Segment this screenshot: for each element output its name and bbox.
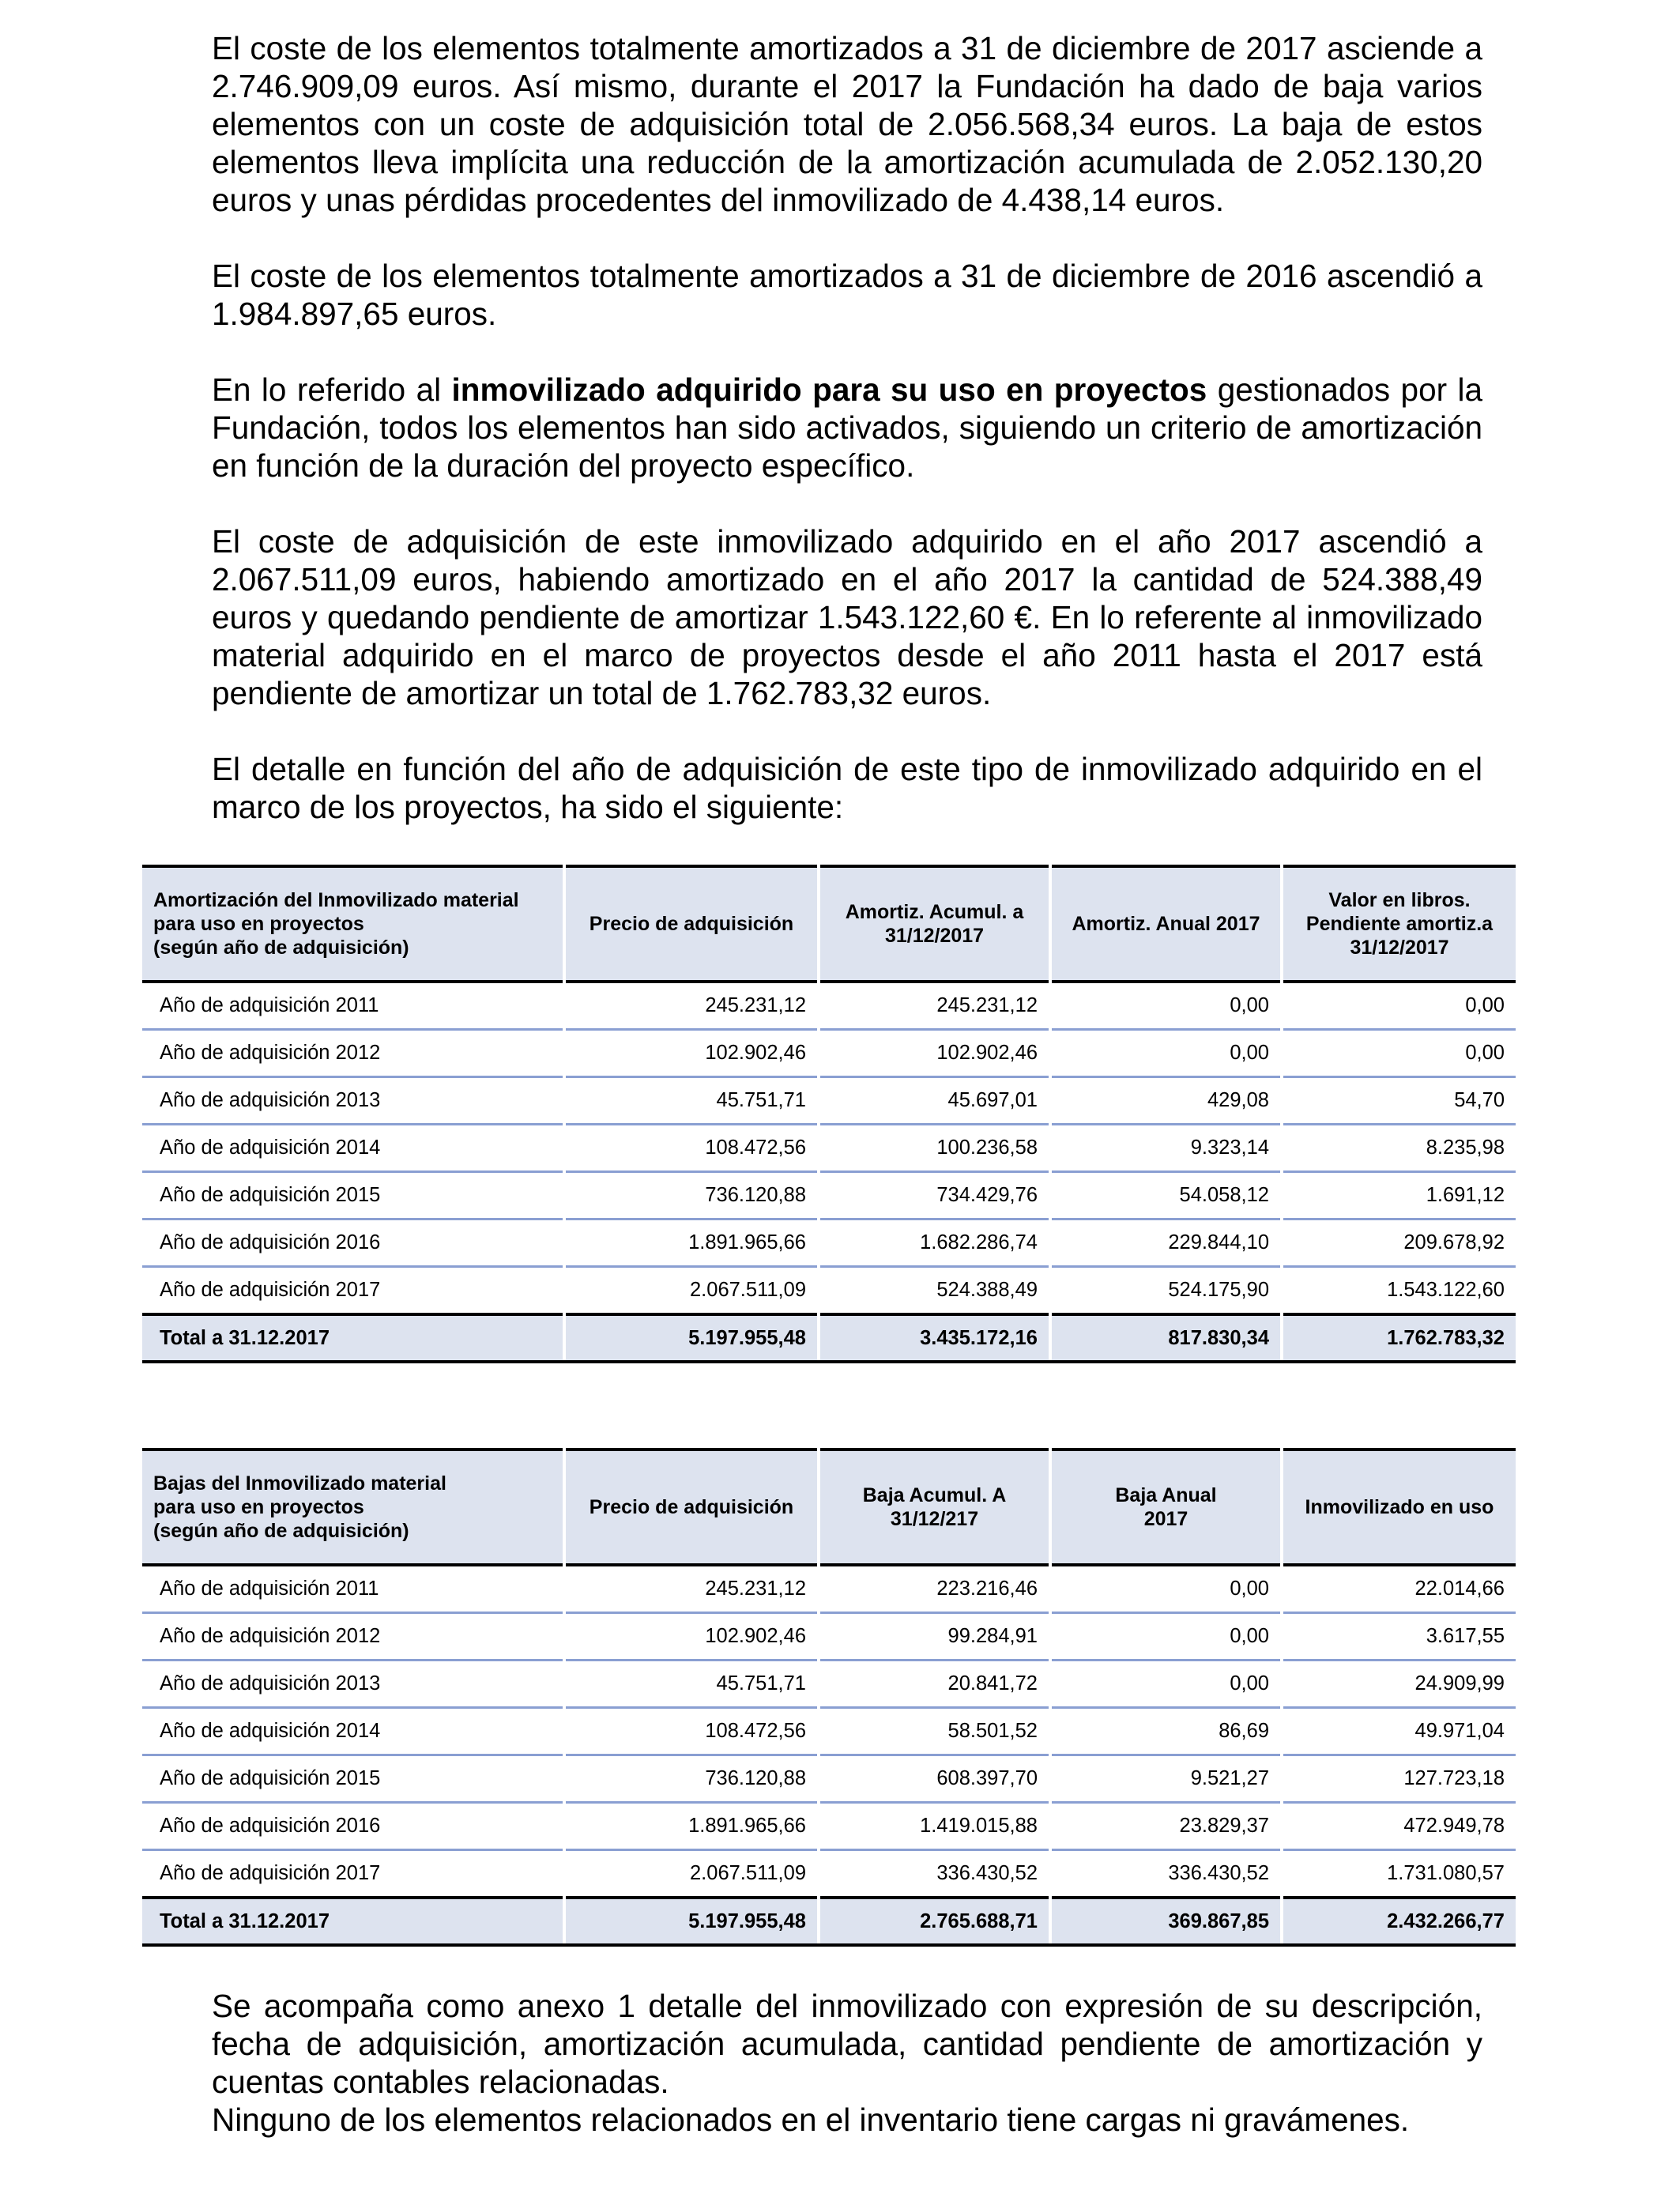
paragraph-acquisition-cost-2017: El coste de adquisición de este inmovilizado adquirido en el año 2017 ascendió a 2.067.511,09 euros, habiendo amortizado en el año 2017 la cantidad de 524.388,49 euros y quedando pendiente de amortizar 1.543.122,60 €. En lo referente al inmovilizado material adquirido en el marco de proyectos desde el año 2011 hasta el 2017 está pendiente de amortizar un total de 1.762.783,32 euros. (212, 523, 1482, 711)
row-label: Año de adquisición 2012 (142, 1030, 564, 1077)
table-cell: 2.067.511,09 (564, 1850, 819, 1898)
table-cell: 1.691,12 (1282, 1172, 1516, 1220)
total-cell: 2.765.688,71 (819, 1898, 1050, 1945)
column-header (1050, 866, 1282, 982)
column-header (142, 866, 564, 982)
table-cell: 2.067.511,09 (564, 1267, 819, 1315)
column-header-line: Amortiz. Anual 2017 (1072, 913, 1260, 935)
disposals-table (142, 1448, 1516, 1947)
table-cell: 429,08 (1050, 1077, 1282, 1125)
table-cell: 245.231,12 (564, 1565, 819, 1613)
table-cell: 45.751,71 (564, 1077, 819, 1125)
table-cell: 8.235,98 (1282, 1125, 1516, 1172)
table-cell: 108.472,56 (564, 1708, 819, 1755)
table-cell: 1.891.965,66 (564, 1220, 819, 1267)
row-label: Año de adquisición 2014 (142, 1708, 564, 1755)
table-row (142, 982, 1516, 1030)
table-cell: 9.323,14 (1050, 1125, 1282, 1172)
column-header-line: Precio de adquisición (589, 913, 794, 935)
total-row (142, 1314, 1516, 1362)
total-cell: 5.197.955,48 (564, 1314, 819, 1362)
table-cell: 1.891.965,66 (564, 1803, 819, 1850)
table-cell: 0,00 (1050, 1613, 1282, 1661)
column-header-line: Baja Acumul. A (862, 1484, 1007, 1506)
paragraph-detail-intro: El detalle en función del año de adquisición de este tipo de inmovilizado adquirido en el marco de los proyectos, ha sido el siguiente: (212, 751, 1482, 825)
table-row (142, 1030, 1516, 1077)
column-header (1282, 1449, 1516, 1565)
table-cell: 472.949,78 (1282, 1803, 1516, 1850)
column-header-line: para uso en proyectos (153, 913, 364, 935)
table-header-row (142, 866, 1516, 982)
total-cell: 2.432.266,77 (1282, 1898, 1516, 1945)
table-row (142, 1755, 1516, 1803)
table-header-row (142, 1449, 1516, 1565)
row-label: Año de adquisición 2011 (142, 982, 564, 1030)
table-cell: 1.731.080,57 (1282, 1850, 1516, 1898)
row-label: Año de adquisición 2012 (142, 1613, 564, 1661)
total-label: Total a 31.12.2017 (142, 1314, 564, 1362)
table-row (142, 1708, 1516, 1755)
column-header (1050, 1449, 1282, 1565)
table-cell: 24.909,99 (1282, 1661, 1516, 1708)
column-header (564, 866, 819, 982)
table-cell: 0,00 (1050, 982, 1282, 1030)
column-header-line: Baja Anual (1115, 1484, 1217, 1506)
table-cell: 1.419.015,88 (819, 1803, 1050, 1850)
column-header-line: Amortización del Inmovilizado material (153, 889, 519, 911)
paragraph-project-assets-rest: gestionados por la Fundación, todos los elementos han sido activados, siguiendo un criterio de amortización en función de la duración del proyecto específico. (212, 371, 1483, 484)
table-cell: 54.058,12 (1050, 1172, 1282, 1220)
paragraph-project-assets (212, 371, 1482, 484)
row-label: Año de adquisición 2011 (142, 1565, 564, 1613)
table-cell: 0,00 (1282, 982, 1516, 1030)
row-label: Año de adquisición 2017 (160, 1279, 381, 1301)
table-cell: 336.430,52 (819, 1850, 1050, 1898)
table-cell: 1.682.286,74 (819, 1220, 1050, 1267)
amortization-table (142, 865, 1516, 1363)
table-cell: 102.902,46 (564, 1030, 819, 1077)
table-cell: 524.388,49 (819, 1267, 1050, 1315)
table-cell: 127.723,18 (1282, 1755, 1516, 1803)
table-cell: 0,00 (1050, 1661, 1282, 1708)
paragraph-annex: Se acompaña como anexo 1 detalle del inmovilizado con expresión de su descripción, fecha de adquisición, amortización acumulada, cantidad pendiente de amortización y cuentas contables relacionadas. (212, 1988, 1482, 2100)
table-cell: 736.120,88 (564, 1755, 819, 1803)
table-cell: 245.231,12 (564, 982, 819, 1030)
table-row (142, 1220, 1516, 1267)
table-row (142, 1125, 1516, 1172)
table-cell: 0,00 (1050, 1030, 1282, 1077)
table-cell: 209.678,92 (1282, 1220, 1516, 1267)
table-cell: 9.521,27 (1050, 1755, 1282, 1803)
paragraph-project-assets-bold: inmovilizado adquirido para su uso en proyectos (451, 371, 1207, 408)
column-header (819, 866, 1050, 982)
table-cell: 3.617,55 (1282, 1613, 1516, 1661)
row-label: Año de adquisición 2016 (142, 1803, 564, 1850)
table-cell: 49.971,04 (1282, 1708, 1516, 1755)
total-cell: 1.762.783,32 (1282, 1314, 1516, 1362)
table-cell: 86,69 (1050, 1708, 1282, 1755)
total-cell: 817.830,34 (1050, 1314, 1282, 1362)
table-cell: 1.543.122,60 (1282, 1267, 1516, 1315)
row-label: Año de adquisición 2013 (142, 1077, 564, 1125)
column-header-line: 31/12/2017 (1350, 937, 1449, 959)
column-header-line: Precio de adquisición (589, 1496, 794, 1518)
column-header-line: Inmovilizado en uso (1305, 1496, 1494, 1518)
table-cell: 524.175,90 (1050, 1267, 1282, 1315)
column-header-line: (según año de adquisición) (153, 1520, 409, 1542)
table-row (142, 1613, 1516, 1661)
row-label: Año de adquisición 2017 (160, 1862, 381, 1884)
table-cell: 608.397,70 (819, 1755, 1050, 1803)
column-header-line: Pendiente amortiz.a (1305, 913, 1494, 935)
table-cell: 100.236,58 (819, 1125, 1050, 1172)
table-cell: 229.844,10 (1050, 1220, 1282, 1267)
column-header-line: 31/12/2017 (884, 925, 985, 947)
column-header-line: Amortiz. Acumul. a (845, 901, 1024, 923)
column-header (819, 1449, 1050, 1565)
table-cell: 108.472,56 (564, 1125, 819, 1172)
paragraph-project-assets-intro: En lo referido al (212, 371, 452, 408)
column-header (142, 1449, 564, 1565)
table-row (142, 1661, 1516, 1708)
table-cell: 54,70 (1282, 1077, 1516, 1125)
table-cell: 22.014,66 (1282, 1565, 1516, 1613)
row-label: Año de adquisición 2016 (142, 1220, 564, 1267)
table-cell: 23.829,37 (1050, 1803, 1282, 1850)
column-header (564, 1449, 819, 1565)
table-cell: 58.501,52 (819, 1708, 1050, 1755)
total-cell: 5.197.955,48 (564, 1898, 819, 1945)
column-header-line: 31/12/217 (890, 1508, 979, 1530)
table-row (142, 1850, 1516, 1898)
row-label: Año de adquisición 2014 (142, 1125, 564, 1172)
table-cell: 245.231,12 (819, 982, 1050, 1030)
row-label: Año de adquisición 2015 (142, 1172, 564, 1220)
total-cell: 3.435.172,16 (819, 1314, 1050, 1362)
paragraph-amortized-2016: El coste de los elementos totalmente amortizados a 31 de diciembre de 2016 ascendió a 1.984.897,65 euros. (212, 258, 1482, 332)
table-cell: 45.697,01 (819, 1077, 1050, 1125)
table-cell: 734.429,76 (819, 1172, 1050, 1220)
column-header (1282, 866, 1516, 982)
column-header-line: para uso en proyectos (153, 1496, 364, 1518)
table-cell: 99.284,91 (819, 1613, 1050, 1661)
table-cell: 736.120,88 (564, 1172, 819, 1220)
column-header-line: (según año de adquisición) (153, 937, 409, 959)
table-cell: 336.430,52 (1050, 1850, 1282, 1898)
table-row (142, 1077, 1516, 1125)
table-cell: 0,00 (1282, 1030, 1516, 1077)
table-row (142, 1803, 1516, 1850)
total-row (142, 1898, 1516, 1945)
total-cell: 369.867,85 (1050, 1898, 1282, 1945)
row-label: Año de adquisición 2013 (142, 1661, 564, 1708)
table-cell: 102.902,46 (564, 1613, 819, 1661)
table-row (142, 1565, 1516, 1613)
column-header-line: 2017 (1143, 1508, 1188, 1530)
table-cell: 20.841,72 (819, 1661, 1050, 1708)
paragraph-amortized-2017: El coste de los elementos totalmente amortizados a 31 de diciembre de 2017 asciende a 2.746.909,09 euros. Así mismo, durante el 2017 la Fundación ha dado de baja varios elementos con un coste de adquisición total de 2.056.568,34 euros. La baja de estos elementos lleva implícita una reducción de la amortización acumulada de 2.052.130,20 euros y unas pérdidas procedentes del inmovilizado de 4.438,14 euros. (212, 30, 1482, 218)
table-cell: 45.751,71 (564, 1661, 819, 1708)
table-row (142, 1267, 1516, 1315)
total-label: Total a 31.12.2017 (142, 1898, 564, 1945)
column-header-line: Valor en libros. (1328, 889, 1471, 911)
row-label: Año de adquisición 2015 (142, 1755, 564, 1803)
table-cell: 0,00 (1050, 1565, 1282, 1613)
table-row (142, 1172, 1516, 1220)
table-cell: 102.902,46 (819, 1030, 1050, 1077)
paragraph-no-charges: Ninguno de los elementos relacionados en el inventario tiene cargas ni gravámenes. (212, 2102, 1410, 2138)
column-header-line: Bajas del Inmovilizado material (153, 1472, 446, 1495)
table-cell: 223.216,46 (819, 1565, 1050, 1613)
